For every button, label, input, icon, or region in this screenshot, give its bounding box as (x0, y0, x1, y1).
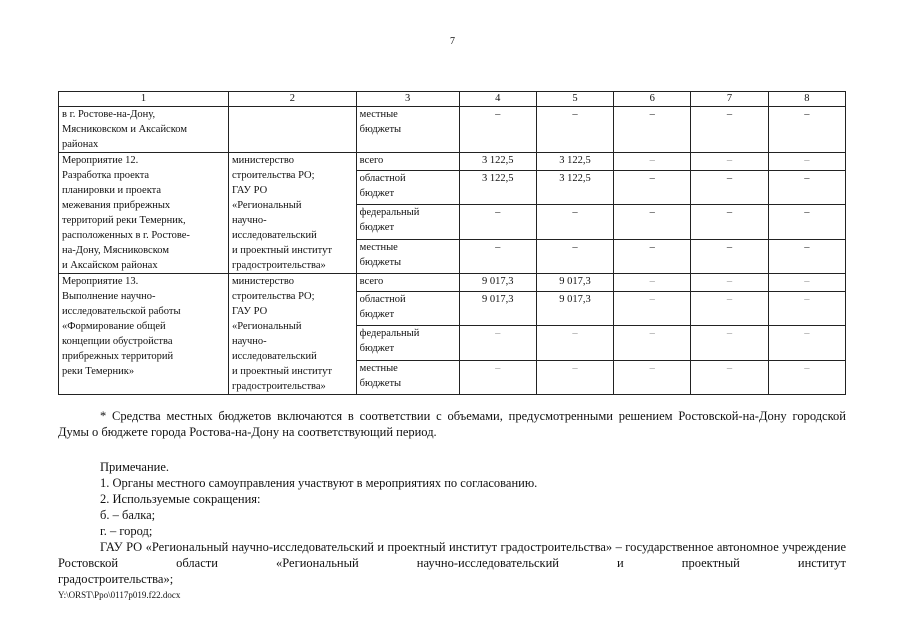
note-item: 1. Органы местного самоуправления участвуют в мероприятиях по согласованию. (100, 476, 538, 490)
value-cell: – (691, 274, 768, 292)
funding-source-cell: местные бюджеты (356, 239, 459, 273)
column-header: 6 (614, 92, 691, 107)
note-block (58, 459, 846, 587)
value-cell: 9 017,3 (459, 291, 536, 325)
value-cell: – (459, 205, 536, 239)
note-title: Примечание. (100, 460, 170, 474)
column-header: 8 (768, 92, 845, 107)
value-cell: – (614, 291, 691, 325)
column-header: 4 (459, 92, 536, 107)
file-path: Y:\ORST\Ppo\0117p019.f22.docx (58, 590, 181, 600)
funding-source-cell: местные бюджеты (356, 107, 459, 153)
value-cell: – (614, 205, 691, 239)
table-header-row (59, 92, 846, 107)
value-cell: – (459, 360, 536, 394)
table-row (59, 274, 846, 292)
value-cell: – (536, 239, 613, 273)
value-cell: – (768, 291, 845, 325)
value-cell: – (536, 326, 613, 360)
page-number: 7 (450, 36, 455, 47)
value-cell: – (614, 239, 691, 273)
value-cell: – (768, 274, 845, 292)
funding-source-cell: федеральный бюджет (356, 326, 459, 360)
activity-cell: Мероприятие 12. Разработка проекта планировки и проекта межевания прибрежных территорий реки Темерник, расположенных в г. Ростове- на-Дону, Мясниковском и Аксайском районах (59, 153, 229, 274)
value-cell: – (691, 107, 768, 153)
value-cell: – (691, 326, 768, 360)
executor-cell: министерство строительства РО; ГАУ РО «Региональный научно- исследовательский и проектный институт градостроительства» (228, 274, 356, 395)
table-row (59, 153, 846, 171)
column-header: 5 (536, 92, 613, 107)
funding-source-cell: федеральный бюджет (356, 205, 459, 239)
value-cell: 3 122,5 (536, 170, 613, 204)
value-cell: – (768, 170, 845, 204)
value-cell: – (614, 274, 691, 292)
value-cell: 3 122,5 (459, 153, 536, 171)
funding-source-cell: всего (356, 153, 459, 171)
value-cell: – (459, 326, 536, 360)
value-cell: – (768, 360, 845, 394)
value-cell: – (536, 360, 613, 394)
value-cell: – (614, 153, 691, 171)
funding-source-cell: областной бюджет (356, 170, 459, 204)
value-cell: – (459, 107, 536, 153)
value-cell: – (614, 170, 691, 204)
value-cell: – (691, 205, 768, 239)
value-cell: 3 122,5 (536, 153, 613, 171)
funding-source-cell: областной бюджет (356, 291, 459, 325)
value-cell: – (768, 326, 845, 360)
note-item: г. – город; (100, 524, 153, 538)
activity-cell: в г. Ростове-на-Дону, Мясниковском и Аксайском районах (59, 107, 229, 153)
note-item: б. – балка; (100, 508, 156, 522)
value-cell: – (768, 153, 845, 171)
column-header: 1 (59, 92, 229, 107)
value-cell: 9 017,3 (536, 274, 613, 292)
value-cell: – (768, 107, 845, 153)
column-header: 7 (691, 92, 768, 107)
value-cell: – (691, 360, 768, 394)
value-cell: – (614, 107, 691, 153)
footnote: * Средства местных бюджетов включаются в соответствии с объемами, предусмотренными решением Ростовской-на-Дону городской Думы о бюджете города Ростова-на-Дону на соответствующий период. (58, 409, 846, 439)
value-cell: 9 017,3 (536, 291, 613, 325)
funding-source-cell: всего (356, 274, 459, 292)
value-cell: – (614, 326, 691, 360)
column-header: 3 (356, 92, 459, 107)
value-cell: 9 017,3 (459, 274, 536, 292)
value-cell: – (768, 205, 845, 239)
executor-cell (228, 107, 356, 153)
value-cell: 3 122,5 (459, 170, 536, 204)
executor-cell: министерство строительства РО; ГАУ РО «Региональный научно- исследовательский и проектный институт градостроительства» (228, 153, 356, 274)
value-cell: – (691, 291, 768, 325)
abbreviation-definition: ГАУ РО «Региональный научно-исследовательский и проектный институт градостроительства» – государственное автономное учреждение Ростовской области «Региональный научно-исследовательский и проектный институт (58, 540, 846, 570)
value-cell: – (691, 170, 768, 204)
abbreviation-definition-end: градостроительства»; (58, 572, 174, 586)
value-cell: – (768, 239, 845, 273)
activity-cell: Мероприятие 13. Выполнение научно- исследовательской работы «Формирование общей концепции обустройства прибрежных территорий реки Темерник» (59, 274, 229, 395)
value-cell: – (536, 205, 613, 239)
column-header: 2 (228, 92, 356, 107)
value-cell: – (536, 107, 613, 153)
table-row (59, 107, 846, 153)
funding-source-cell: местные бюджеты (356, 360, 459, 394)
value-cell: – (691, 239, 768, 273)
note-item: 2. Используемые сокращения: (100, 492, 261, 506)
value-cell: – (691, 153, 768, 171)
value-cell: – (614, 360, 691, 394)
value-cell: – (459, 239, 536, 273)
budget-table (58, 91, 846, 395)
